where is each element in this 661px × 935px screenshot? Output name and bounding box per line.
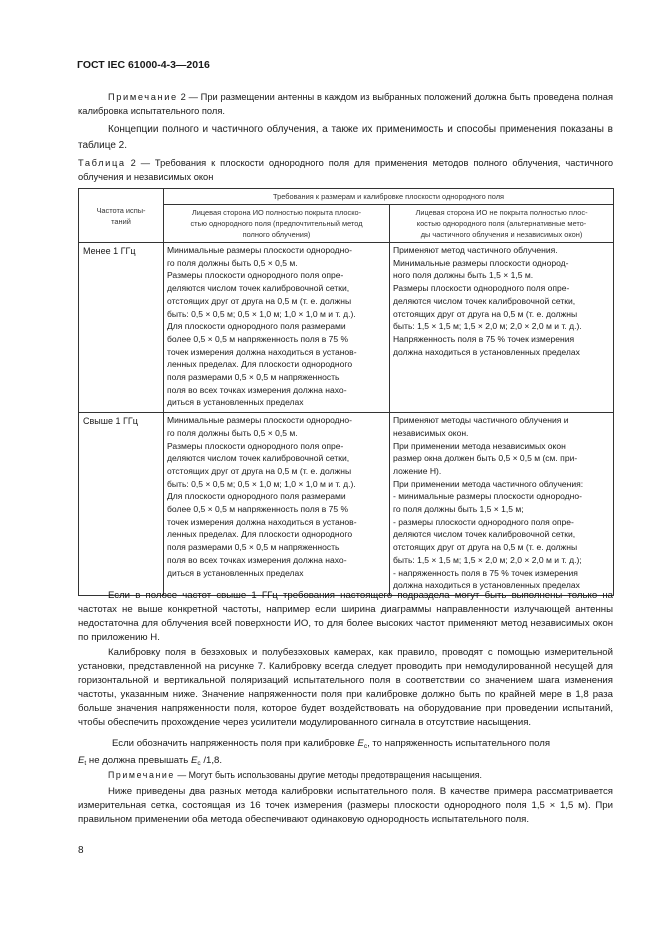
row-above-1ghz-partial: Применяют методы частичного облучения и независимых окон. При применении метода независимых окон размер окна должен быть 0,5 × 0,5 м (см. при- ложение Н). При применении метода частичного облучения: - минимальные размеры плоскости однородно- го поля должны быть 1,5 × 1,5 м; - размеры плоскости однородного поля опре- деляются числом точек калибровочной сетки, отстоящих друг от друга на 0,5 м (т. е. должны быть: 1,5 × 1,5 м; 1,5 × 2,0 м; 2,0 × 2,0 м и т. д.); - напряженность поля в 75 % точек измерения должна находиться в установленных пределах: [390, 413, 614, 596]
note-2: [78, 90, 613, 118]
note-2-number: 2: [180, 92, 186, 102]
ec-symbol-2: E: [190, 755, 198, 766]
note-3-text: — Могут быть использованы другие методы предотвращения насыщения.: [177, 770, 482, 780]
note-2-text: — При размещении антенны в каждом из выбранных положений должна быть проведена полная калибровка испытательного поля.: [78, 92, 613, 116]
paragraph-methods: Ниже приведены два разных метода калибровки испытательного поля. В качестве примера рассматривается измерительная сетка, состоящая из 16 точек измерения (размеры плоскости однородного поля 1,5 × 1,5 м). При правильном применении оба метода обеспечивают одинаковую однородность испытательного поля.: [78, 786, 613, 825]
note-3-label: Примечание: [108, 770, 175, 780]
table-row: [79, 243, 614, 413]
et-subscript: t: [84, 760, 87, 767]
paragraph-concepts: Концепции полного и частичного облучения, а также их применимость и способы применения показаны в таблице 2.: [78, 124, 613, 151]
paragraph-calibration: Калибровку поля в безэховых и полубезэховых камерах, как правило, проводят с помощью измерительной установки, представленной на рисунке 7. Калибровку всегда следует проводить при немодулированной несущей для горизонтальной и вертикальной поляризаций испытательного поля в соответствии со значением шага изменения частоты, указанным ниже. Значение напряженности поля при калибровке должно быть по крайней мере в 1,8 раза больше значения напряженности поля, которое будет воздействовать на оборудование при проведении испытаний, чтобы обеспечить прохождение через усилители модулированного сигнала в отсутствие насыщения.: [78, 647, 613, 728]
note-3: [78, 768, 613, 782]
header-group: Требования к размерам и калибровке плоскости однородного поля: [164, 189, 614, 205]
table-2-caption-number: 2: [130, 158, 136, 168]
row-below-1ghz-partial: Применяют метод частичного облучения. Минимальные размеры плоскости однород- ного поля должны быть 1,5 × 1,5 м. Размеры плоскости однородного поля опре- деляются числом точек калибровочной сетки, отстоящих друг от друга на 0,5 м (т. е. должны быть: 1,5 × 1,5 м; 1,5 × 2,0 м; 2,0 × 2,0 м и т. д.). Напряженность поля в 75 % точек измерения должна находиться в установленных пределах: [390, 243, 614, 413]
table-header-row: [79, 189, 614, 205]
document-header: ГОСТ IEC 61000-4-3—2016: [77, 59, 210, 71]
note-2-label: Примечание: [108, 92, 178, 102]
table-2-caption-label: Таблица: [78, 158, 126, 168]
et-symbol: E: [78, 755, 85, 766]
ec-subscript: c: [363, 743, 368, 750]
row-frequency-below-1ghz: Менее 1 ГГц: [79, 243, 164, 413]
table-2-caption: [78, 156, 613, 184]
ec-symbol: E: [357, 738, 364, 749]
row-below-1ghz-full: Минимальные размеры плоскости однородно- го поля должны быть 0,5 × 0,5 м. Размеры плоскости однородного поля опре- деляются числом точек калибровочной сетки, отстоящих друг от друга на 0,5 м (т. е. должны быть: 0,5 × 0,5 м; 0,5 × 1,0 м; 1,0 × 1,0 м и т. д.). Для плоскости однородного поля размерами более 0,5 × 0,5 м напряженность поля в 75 % точек измерения должна находиться в установ- ленных пределах. Для плоскости однородного поля размерами 0,5 × 0,5 м напряженность поля во всех точках измерения должна нахо- диться в установленных пределах: [164, 243, 390, 413]
table-2: [78, 188, 614, 596]
row-above-1ghz-full: Минимальные размеры плоскости однородно- го поля должны быть 0,5 × 0,5 м. Размеры плоскости однородного поля опре- деляются числом точек калибровочной сетки, отстоящих друг от друга на 0,5 м (т. е. должны быть: 0,5 × 0,5 м; 0,5 × 1,0 м; 1,0 × 1,0 м и т. д.). Для плоскости однородного поля размерами более 0,5 × 0,5 м напряженность поля в 75 % точек измерения должна находиться в установ- ленных пределах. Для плоскости однородного поля размерами 0,5 × 0,5 м напряженность поля во всех точках измерения должна нахо- диться в установленных пределах: [164, 413, 390, 596]
formula-text-4: /1,8.: [203, 755, 222, 766]
page-number: 8: [78, 845, 84, 856]
row-frequency-above-1ghz: Свыше 1 ГГц: [79, 413, 164, 596]
formula-text-3: не должна превышать: [88, 755, 189, 766]
ec-subscript-2: c: [197, 760, 201, 767]
header-partial-illumination: Лицевая сторона ИО не покрыта полностью плос- костью однородного поля (альтернативные мето- ды частичного облучения и независимых окон): [390, 205, 614, 243]
header-frequency: Частота испы- таний: [79, 189, 164, 243]
header-full-illumination: Лицевая сторона ИО полностью покрыта плоско- стью однородного поля (предпочтительный метод полного облучения): [164, 205, 390, 243]
table-row: [79, 413, 614, 596]
formula-text-2: , то напряженность испытательного поля: [367, 738, 551, 749]
formula-text-1: Если обозначить напряженность поля при калибровке: [112, 738, 355, 749]
paragraph-formula: [78, 737, 613, 771]
table-2-caption-text: — Требования к плоскости однородного поля для применения методов полного облучения, частичного облучения и независимых окон: [78, 158, 613, 182]
paragraph-above-1ghz: Если в полосе частот свыше 1 ГГц требования настоящего подраздела могут быть выполнены только на частотах не выше конкретной частоты, например если ширина диаграммы направленности излучающей антенны недостаточна для облучения всей поверхности ИО, то для более высоких частот применяют метод независимых окон по приложению Н.: [78, 590, 613, 643]
